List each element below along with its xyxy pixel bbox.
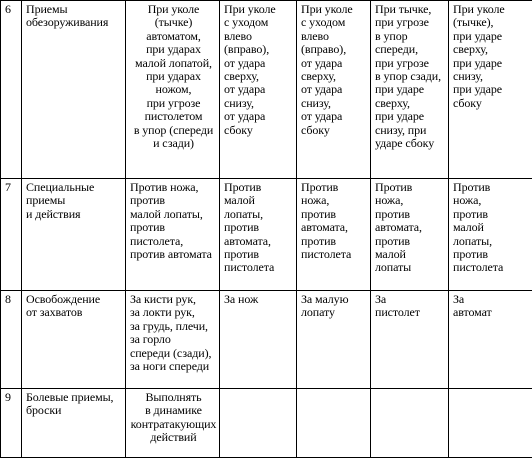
table-cell: За кисти рук, за локти рук, за грудь, плечи, за горло спереди (сзади), за ноги спереди: [126, 291, 220, 389]
table-cell: При уколе (тычке) автоматом, при ударах малой лопатой, при ударах ножом, при угрозе пистолетом в упор (спереди и сзади): [126, 1, 220, 179]
row-title: Приемы обезоруживания: [22, 1, 126, 179]
table-cell: За нож: [220, 291, 297, 389]
table-cell: [371, 389, 449, 458]
table-cell: Против ножа, против автомата, против пистолета: [297, 179, 371, 291]
row-number: 9: [1, 389, 22, 458]
row-title: Освобождение от захватов: [22, 291, 126, 389]
table-row: [1, 1, 532, 179]
row-title: Специальные приемы и действия: [22, 179, 126, 291]
table-cell: За автомат: [449, 291, 532, 389]
table-cell: За малую лопату: [297, 291, 371, 389]
table-cell: [449, 389, 532, 458]
table-cell: Против малой лопаты, против автомата, против пистолета: [220, 179, 297, 291]
table-cell: Против ножа, против малой лопаты, против пистолета, против автомата: [126, 179, 220, 291]
table-cell: Выполнять в динамике контратакующих действий: [126, 389, 220, 458]
table-row: [1, 291, 532, 389]
table-row: [1, 389, 532, 458]
table-cell: Против ножа, против автомата, против малой лопаты: [371, 179, 449, 291]
row-title: Болевые приемы, броски: [22, 389, 126, 458]
table-cell: При уколе (тычке), при ударе сверху, при ударе снизу, при ударе сбоку: [449, 1, 532, 179]
table-cell: [297, 389, 371, 458]
table-cell: Против ножа, против малой лопаты, против пистолета: [449, 179, 532, 291]
row-number: 7: [1, 179, 22, 291]
table-cell: При уколе с уходом влево (вправо), от удара сверху, от удара снизу, от удара сбоку: [220, 1, 297, 179]
table-row: [1, 179, 532, 291]
table-cell: При уколе с уходом влево (вправо), от удара сверху, от удара снизу, от удара сбоку: [297, 1, 371, 179]
table-cell: За пистолет: [371, 291, 449, 389]
table-cell: При тычке, при угрозе в упор спереди, при угрозе в упор сзади, при ударе сверху, при ударе снизу, при ударе сбоку: [371, 1, 449, 179]
row-number: 8: [1, 291, 22, 389]
table-cell: [220, 389, 297, 458]
row-number: 6: [1, 1, 22, 179]
